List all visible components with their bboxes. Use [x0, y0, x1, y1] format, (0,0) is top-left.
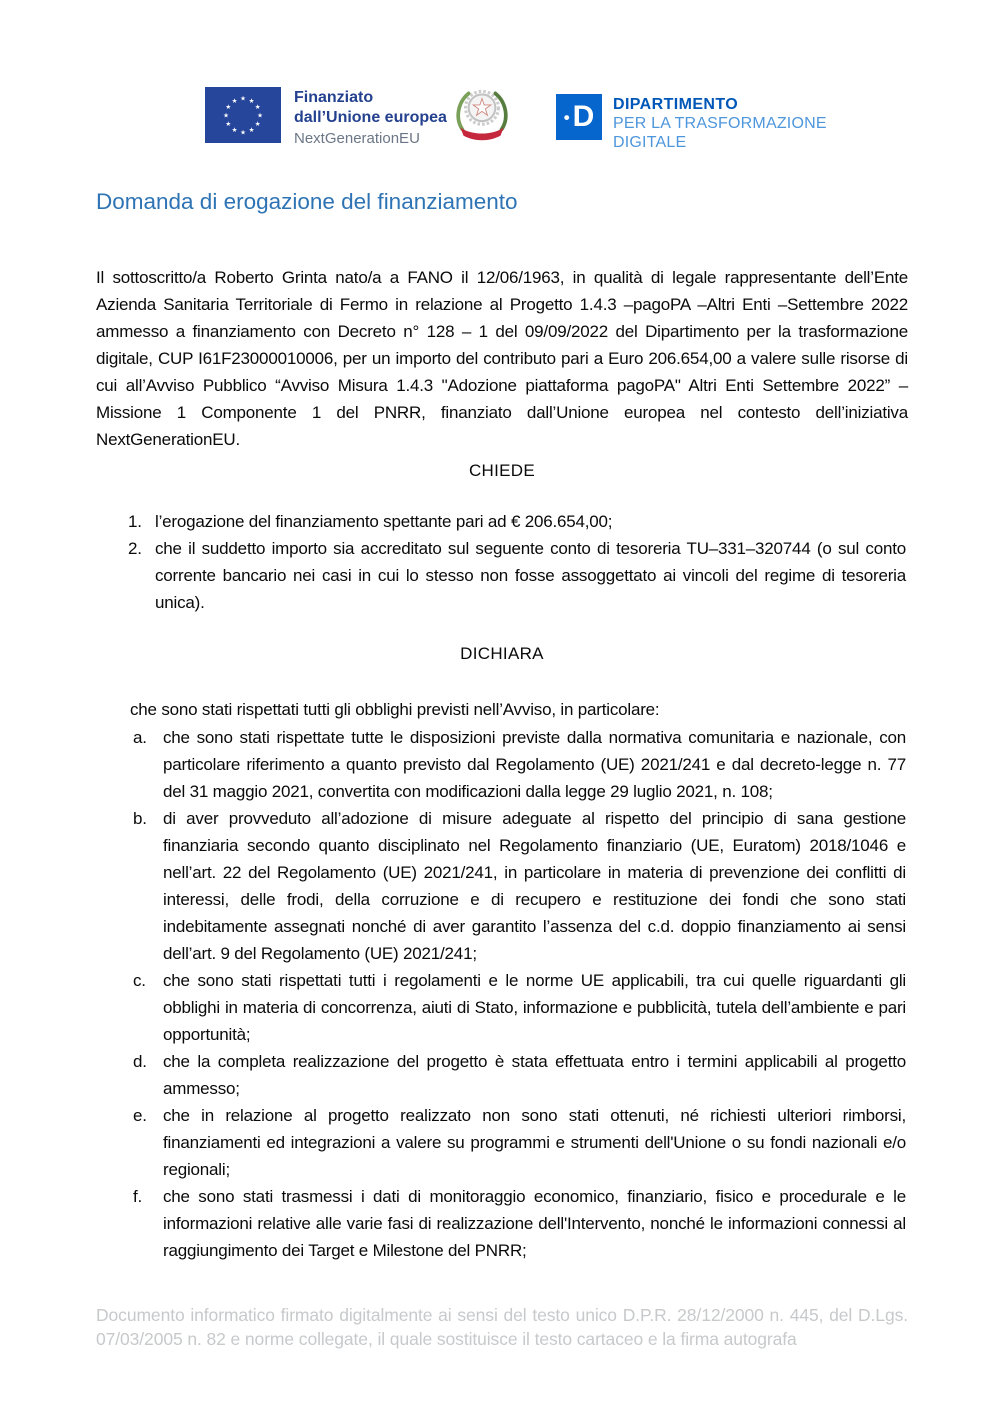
list-item-text: che la completa realizzazione del progetto è stata effettuata entro i termini applicabili al progetto ammesso;	[163, 1052, 906, 1098]
eu-logo-line2: dall’Unione europea	[294, 109, 447, 126]
list-item-marker: 2.	[128, 539, 142, 558]
list-item	[133, 967, 906, 1048]
list-item-marker: c.	[133, 971, 146, 990]
list-item-text: che il suddetto importo sia accreditato sul seguente conto di tesoreria TU–331–320744 (o sul conto corrente bancario nei casi in cui lo stesso non fosse assoggettato ai vincoli del regime di tesoreria unica).	[155, 539, 906, 612]
list-item-text: che sono stati trasmessi i dati di monitoraggio economico, finanziario, fisico e procedurale e le informazioni relative alle varie fasi di realizzazione dell'Intervento, nonché le informazioni connessi al raggiungimento dei Target e Milestone del PNRR;	[163, 1187, 906, 1260]
dtd-badge-icon	[556, 94, 602, 140]
svg-text:★: ★	[240, 128, 246, 137]
list-item	[133, 805, 906, 967]
dichiara-list	[133, 724, 906, 1264]
list-item-marker: 1.	[128, 512, 142, 531]
svg-text:★: ★	[223, 111, 229, 120]
eu-stars-icon	[205, 87, 281, 143]
eu-logo-text	[294, 87, 447, 149]
svg-text:★: ★	[231, 96, 238, 105]
list-item	[128, 535, 906, 616]
list-item-marker: b.	[133, 809, 147, 828]
dtd-logo-text	[613, 94, 827, 152]
dichiara-heading: DICHIARA	[460, 644, 544, 663]
list-item	[133, 1048, 906, 1102]
list-item-text: l’erogazione del finanziamento spettante pari ad € 206.654,00;	[155, 512, 613, 531]
dtd-logo-line3: DIGITALE	[613, 134, 687, 151]
eu-funding-logo	[205, 87, 447, 149]
chiede-list	[128, 508, 906, 616]
dtd-badge-letter: D	[572, 100, 595, 133]
svg-text:★: ★	[254, 103, 261, 111]
list-item-text: che sono stati rispettate tutte le disposizioni previste dalla normativa comunitaria e nazionale, con particolare riferimento a quanto previsto dal Regolamento (UE) 2021/241 e dal decreto-legge n. 77 del 31 maggio 2021, convertita con modificazioni dalla legge 29 luglio 2021, n. 108;	[163, 728, 906, 801]
list-item-marker: e.	[133, 1106, 147, 1125]
svg-text:★: ★	[225, 120, 232, 128]
svg-text:★: ★	[257, 111, 263, 120]
page-title: Domanda di erogazione del finanziamento	[96, 189, 518, 214]
italy-emblem-icon	[448, 80, 516, 150]
svg-text:★: ★	[231, 126, 238, 135]
dichiara-intro: che sono stati rispettati tutti gli obblighi previsti nell’Avviso, in particolare:	[130, 700, 660, 719]
dtd-logo-line2: PER LA TRASFORMAZIONE	[613, 115, 827, 132]
eu-logo-line3: NextGenerationEU	[294, 130, 420, 147]
svg-text:★: ★	[248, 126, 255, 135]
svg-text:★: ★	[225, 103, 232, 111]
svg-text:★: ★	[248, 96, 255, 105]
list-item-marker: f.	[133, 1187, 143, 1206]
svg-text:★: ★	[240, 94, 246, 103]
dtd-logo	[556, 94, 827, 152]
dtd-logo-line1: DIPARTIMENTO	[613, 96, 739, 113]
list-item-text: che sono stati rispettati tutti i regolamenti e le norme UE applicabili, tra cui quelle riguardanti gli obblighi in materia di concorrenza, aiuti di Stato, informazione e pubblicità, tutela dell’ambiente e pari opportunità;	[163, 971, 906, 1044]
intro-paragraph: Il sottoscritto/a Roberto Grinta nato/a a FANO il 12/06/1963, in qualità di legale rappresentante dell’Ente Azienda Sanitaria Territoriale di Fermo in relazione al Progetto 1.4.3 –pagoPA –Altri Enti –Settembre 2022 ammesso a finanziamento con Decreto n° 128 – 1 del 09/09/2022 del Dipartimento per la trasformazione digitale, CUP I61F23000010006, per un importo del contributo pari a Euro 206.654,00 a valere sulle risorse di cui all’Avviso Pubblico “Avviso Misura 1.4.3 "Adozione piattaforma pagoPA" Altri Enti Settembre 2022” – Missione 1 Componente 1 del PNRR, finanziato dall’Unione europea nel contesto dell’iniziativa NextGenerationEU.	[96, 268, 908, 449]
list-item-marker: d.	[133, 1052, 147, 1071]
list-item	[133, 1183, 906, 1264]
list-item-text: di aver provveduto all’adozione di misure adeguate al rispetto del principio di sana gestione finanziaria secondo quanto disciplinato nel Regolamento finanziario (UE, Euratom) 2018/1046 e nell’art. 22 del Regolamento (UE) 2021/241, in particolare in materia di prevenzione dei conflitti di interessi, delle frodi, della corruzione e di recupero e restituzione dei fondi che sono stati indebitamente assegnati nonché di aver garantito l’assenza del c.d. doppio finanziamento ai sensi dell’art. 9 del Regolamento (UE) 2021/241;	[163, 809, 906, 963]
eu-flag-icon	[205, 87, 281, 143]
list-item	[133, 1102, 906, 1183]
svg-text:★: ★	[254, 120, 261, 128]
list-item-text: che in relazione al progetto realizzato non sono stati ottenuti, né richiesti ulteriori rimborsi, finanziamenti ed integrazioni a valere su programmi e strumenti dell'Unione o su fondi nazionali e/o regionali;	[163, 1106, 906, 1179]
list-item	[133, 724, 906, 805]
dtd-badge-dot: •	[563, 108, 570, 127]
list-item	[128, 508, 906, 535]
list-item-marker: a.	[133, 728, 147, 747]
footer-legal-note: Documento informatico firmato digitalmente ai sensi del testo unico D.P.R. 28/12/2000 n. 445, del D.Lgs. 07/03/2005 n. 82 e norme collegate, il quale sostituisce il testo cartaceo e la firma autografa	[96, 1305, 908, 1349]
chiede-heading: CHIEDE	[468, 461, 536, 480]
eu-logo-line1: Finanziato	[294, 89, 374, 106]
